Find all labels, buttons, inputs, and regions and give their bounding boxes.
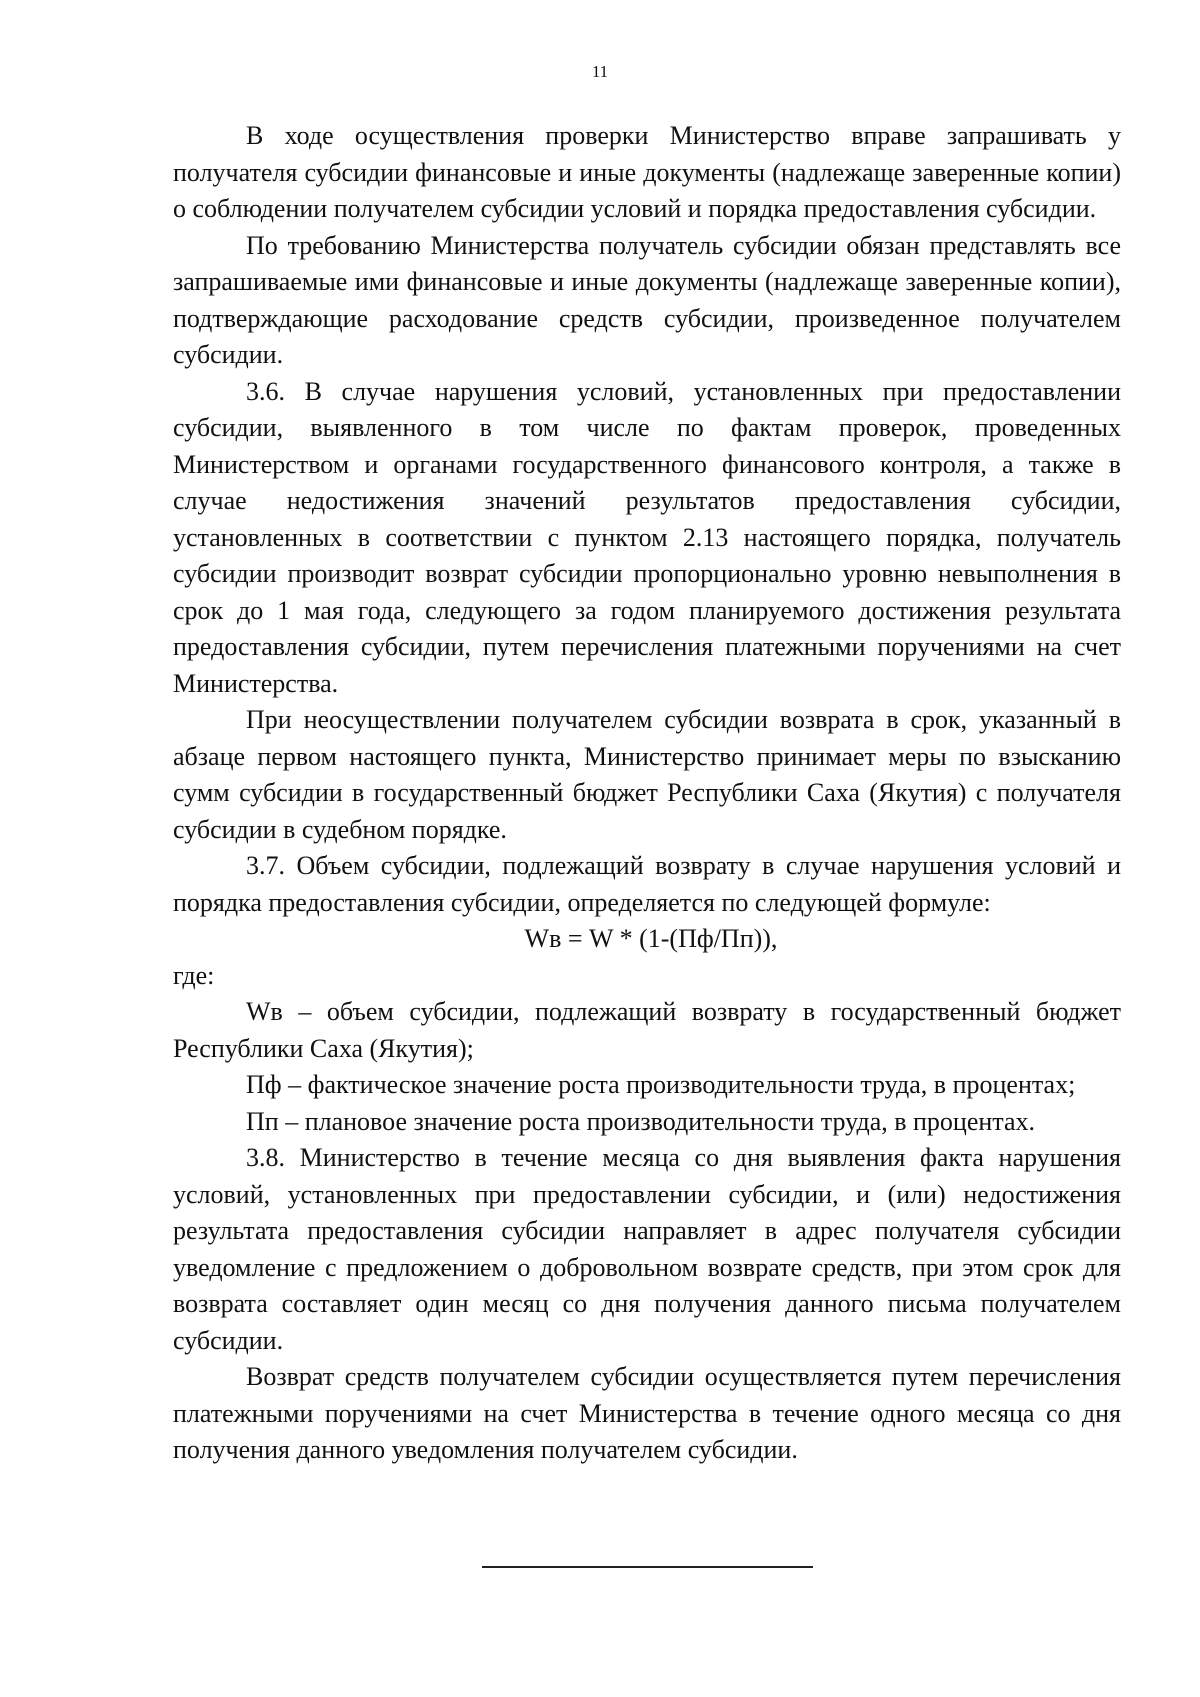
paragraph-inspection-documents: В ходе осуществления проверки Министерство вправе запрашивать у получателя субсидии финансовые и иные документы (надлежаще заверенные копии) о соблюдении получателем субсидии условий и порядка предоставления субсидии.	[173, 121, 1121, 223]
return-formula: Wв = W * (1-(Пф/Пп)),	[524, 924, 778, 953]
page-number: 11	[591, 62, 609, 81]
paragraph-3-7: 3.7. Объем субсидии, подлежащий возврату в случае нарушения условий и порядка предоставления субсидии, определяется по следующей формуле:	[173, 851, 1121, 917]
definition-pp: Пп – плановое значение роста производительности труда, в процентах.	[246, 1106, 1036, 1136]
end-of-document-rule	[482, 1566, 813, 1568]
where-label: где:	[173, 960, 215, 990]
paragraph-3-8: 3.8. Министерство в течение месяца со дня выявления факта нарушения условий, установленных при предоставлении субсидии, и (или) недостижения результата предоставления субсидии направляет в адрес получателя субсидии уведомление с предложением о добровольном возврате средств, при этом срок для возврата составляет один месяц со дня получения данного письма получателем субсидии.	[173, 1143, 1121, 1355]
definition-pf: Пф – фактическое значение роста производительности труда, в процентах;	[246, 1070, 1076, 1099]
document-body	[173, 118, 1121, 1469]
definition-wv: Wв – объем субсидии, подлежащий возврату в государственный бюджет Республики Саха (Якутия);	[173, 997, 1121, 1063]
paragraph-3-6: 3.6. В случае нарушения условий, установленных при предоставлении субсидии, выявленного в том числе по фактам проверок, проведенных Министерством и органами государственного финансового контроля, а также в случае недостижения значений результатов предоставления субсидии, установленных в соответствии с пунктом 2.13 настоящего порядка, получатель субсидии производит возврат субсидии пропорционально уровню невыполнения в срок до 1 мая года, следующего за годом планируемого достижения результата предоставления субсидии, путем перечисления платежными поручениями на счет Министерства.	[173, 376, 1121, 698]
paragraph-non-return: При неосуществлении получателем субсидии возврата в срок, указанный в абзаце первом настоящего пункта, Министерство принимает меры по взысканию сумм субсидии в государственный бюджет Республики Саха (Якутия) с получателя субсидии в судебном порядке.	[173, 705, 1121, 844]
paragraph-return-method: Возврат средств получателем субсидии осуществляется путем перечисления платежными поручениями на счет Министерства в течение одного месяца со дня получения данного уведомления получателем субсидии.	[173, 1362, 1121, 1464]
paragraph-on-request: По требованию Министерства получатель субсидии обязан представлять все запрашиваемые ими финансовые и иные документы (надлежаще заверенные копии), подтверждающие расходование средств субсидии, произведенное получателем субсидии.	[173, 230, 1121, 369]
